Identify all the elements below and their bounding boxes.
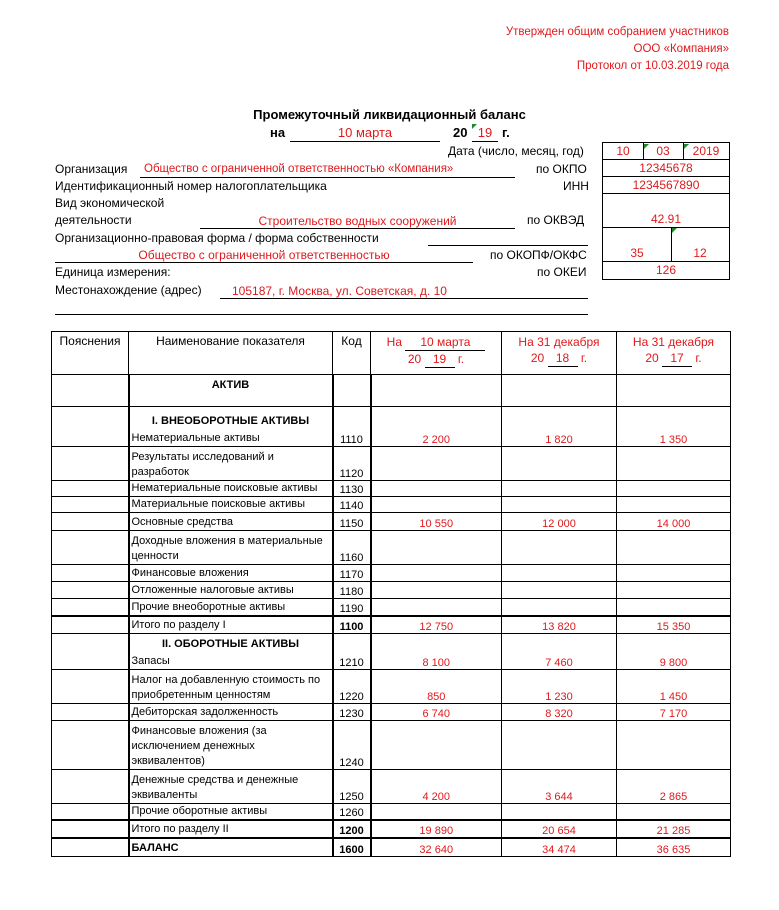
- activity-line: [200, 228, 515, 229]
- notes-cell: [52, 582, 129, 599]
- row-code: 1260: [333, 804, 371, 821]
- row-name: [129, 582, 333, 599]
- row-name: [129, 513, 333, 531]
- table-row: [52, 447, 731, 481]
- row-value-period2: [502, 565, 617, 582]
- row-name: [129, 497, 333, 513]
- table-row: [52, 497, 731, 513]
- row-label: Прочие внеоборотные активы: [131, 600, 286, 613]
- okopf-label: по ОКОПФ/ОКФС: [490, 248, 587, 262]
- row-value-period2: 13 820: [502, 616, 617, 634]
- row-label: Денежные средства и денежные эквиваленты: [131, 774, 299, 801]
- row-name: [129, 721, 333, 770]
- col3-label: На 31 декабря: [632, 335, 715, 349]
- col2-suffix: г.: [580, 351, 588, 365]
- section-header-row: [52, 375, 731, 407]
- row-name: [129, 634, 333, 670]
- row-code: 1140: [333, 497, 371, 513]
- row-value-period2: [502, 531, 617, 565]
- row-label: Отложенные налоговые активы: [131, 584, 294, 596]
- date-day: 10: [616, 144, 630, 158]
- notes-cell: [52, 447, 129, 481]
- org-label: Организация: [55, 162, 128, 176]
- col1-date: 10 марта: [405, 334, 485, 351]
- row-value-period1: [371, 531, 502, 565]
- col-period3-header: [617, 332, 731, 375]
- notes-cell: [52, 565, 129, 582]
- col2-label: На 31 декабря: [518, 335, 600, 349]
- row-label: Материальные поисковые активы: [131, 498, 306, 510]
- row-label: Основные средства: [131, 516, 234, 528]
- title-on-label: на: [270, 125, 286, 140]
- row-value-period2: [502, 582, 617, 599]
- notes-cell: [52, 616, 129, 634]
- table-row: [52, 721, 731, 770]
- codes-box: [602, 142, 730, 280]
- okfs-value: 12: [693, 246, 707, 260]
- col2-year-prefix: 20: [530, 351, 545, 365]
- row-value-period2: [502, 497, 617, 513]
- table-row: [52, 599, 731, 616]
- value-cell: [371, 375, 502, 407]
- table-row: [52, 531, 731, 565]
- row-code: 1100: [333, 616, 371, 634]
- legal-form-value: Общество с ограниченной ответственностью: [138, 248, 390, 262]
- notes-cell: [52, 375, 129, 407]
- table-row: [52, 770, 731, 804]
- notes-cell: [52, 634, 129, 670]
- row-code: 1190: [333, 599, 371, 616]
- row-label: Итого по разделу II: [131, 823, 229, 835]
- row-name: [129, 820, 333, 838]
- balance-table-body: [52, 375, 731, 857]
- legal-form-line: [55, 262, 473, 263]
- col1-prefix: На: [386, 335, 402, 349]
- row-name: [129, 770, 333, 804]
- row-value-period2: [502, 721, 617, 770]
- row-value-period1: 850: [371, 670, 502, 704]
- inn-long-label: Идентификационный номер налогоплательщика: [55, 179, 327, 193]
- row-label: Дебиторская задолженность: [131, 706, 279, 718]
- row-value-period3: 1 350: [617, 407, 731, 447]
- row-value-period3: 2 865: [617, 770, 731, 804]
- row-name: [129, 565, 333, 582]
- okved-label: по ОКВЭД: [527, 213, 585, 227]
- title-date-line: [290, 141, 440, 142]
- okved-value: 42.91: [650, 212, 682, 226]
- col3-suffix: г.: [695, 351, 702, 365]
- okpo-value: 12345678: [639, 161, 693, 175]
- row-value-period2: 20 654: [502, 820, 617, 838]
- row-value-period2: 7 460: [502, 634, 617, 670]
- notes-cell: [52, 513, 129, 531]
- row-name: [129, 407, 333, 447]
- row-label: Нематериальные поисковые активы: [131, 482, 318, 494]
- row-code: 1170: [333, 565, 371, 582]
- row-label: Результаты исследований и разработок: [131, 451, 274, 478]
- row-value-period1: [371, 565, 502, 582]
- row-value-period2: [502, 447, 617, 481]
- section-title: II. ОБОРОТНЫЕ АКТИВЫ: [161, 638, 300, 650]
- row-value-period1: 6 740: [371, 704, 502, 721]
- table-row: [52, 838, 731, 856]
- table-row: [52, 481, 731, 497]
- row-name: [129, 531, 333, 565]
- col-period1-header: [371, 332, 502, 375]
- row-label: Доходные вложения в материальные ценности: [131, 535, 323, 562]
- row-value-period1: 4 200: [371, 770, 502, 804]
- notes-cell: [52, 804, 129, 821]
- row-value-period1: [371, 582, 502, 599]
- table-row: [52, 513, 731, 531]
- row-name: [129, 447, 333, 481]
- col1-suffix: г.: [457, 352, 465, 366]
- row-value-period2: 8 320: [502, 704, 617, 721]
- date-month: 03: [656, 144, 670, 158]
- date-year: 2019: [692, 144, 720, 158]
- row-value-period1: 8 100: [371, 634, 502, 670]
- row-value-period2: 12 000: [502, 513, 617, 531]
- row-label: Итого по разделу I: [131, 619, 226, 631]
- row-label: БАЛАНС: [131, 841, 179, 854]
- notes-cell: [52, 820, 129, 838]
- org-value: Общество с ограниченной ответственностью «Компания»: [144, 163, 454, 175]
- activity-label-2: деятельности: [55, 213, 132, 227]
- address-value: 105187, г. Москва, ул. Советская, д. 10: [232, 284, 447, 298]
- activity-value: Строительство водных сооружений: [258, 214, 457, 228]
- row-name: [129, 670, 333, 704]
- row-value-period1: 12 750: [371, 616, 502, 634]
- okei-label: по ОКЕИ: [537, 265, 587, 279]
- col-name-header: Наименование показателя: [129, 332, 333, 375]
- row-name: [129, 838, 333, 856]
- row-value-period2: 1 230: [502, 670, 617, 704]
- row-label: Налог на добавленную стоимость по приобретенным ценностям: [131, 674, 321, 701]
- row-code: 1210: [333, 634, 371, 670]
- address-label: Местонахождение (адрес): [55, 283, 202, 297]
- org-line: [140, 177, 515, 178]
- row-code: 1240: [333, 721, 371, 770]
- table-row: [52, 582, 731, 599]
- row-value-period3: 7 170: [617, 704, 731, 721]
- row-value-period3: 21 285: [617, 820, 731, 838]
- row-value-period3: [617, 447, 731, 481]
- row-code: 1130: [333, 481, 371, 497]
- row-code: 1160: [333, 531, 371, 565]
- notes-cell: [52, 838, 129, 856]
- col1-year-prefix: 20: [407, 352, 422, 366]
- row-value-period3: 9 800: [617, 634, 731, 670]
- approval-line-3: Протокол от 10.03.2019 года: [576, 60, 729, 72]
- table-row: [52, 634, 731, 670]
- approval-line-1: Утвержден общим собранием участников: [505, 26, 729, 38]
- table-row: [52, 704, 731, 721]
- notes-cell: [52, 704, 129, 721]
- row-label: Запасы: [131, 655, 170, 667]
- row-value-period3: 1 450: [617, 670, 731, 704]
- col2-year: 18: [548, 350, 578, 367]
- row-value-period3: [617, 481, 731, 497]
- row-value-period1: 2 200: [371, 407, 502, 447]
- row-value-period2: 3 644: [502, 770, 617, 804]
- row-code: 1220: [333, 670, 371, 704]
- document-title: Промежуточный ликвидационный баланс: [253, 107, 526, 122]
- activity-label-1: Вид экономической: [55, 196, 165, 210]
- value-cell: [617, 375, 731, 407]
- okpo-label: по ОКПО: [536, 162, 587, 176]
- row-value-period1: 32 640: [371, 838, 502, 856]
- table-row: [52, 670, 731, 704]
- row-name: [129, 704, 333, 721]
- okopf-value: 35: [630, 246, 644, 260]
- row-value-period3: [617, 497, 731, 513]
- col-period2-header: [502, 332, 617, 375]
- header-bottom-line: [55, 314, 588, 315]
- row-value-period3: [617, 565, 731, 582]
- row-value-period1: [371, 721, 502, 770]
- col3-year: 17: [662, 350, 692, 367]
- row-name: [129, 481, 333, 497]
- row-code: 1180: [333, 582, 371, 599]
- row-label: Финансовые вложения (за исключением денежных эквивалентов): [131, 725, 267, 767]
- section-asset-label: АКТИВ: [129, 375, 333, 407]
- row-name: [129, 599, 333, 616]
- balance-table: [51, 331, 731, 857]
- value-cell: [502, 375, 617, 407]
- row-value-period3: 14 000: [617, 513, 731, 531]
- okopf-tick: [672, 228, 677, 233]
- row-code: 1110: [333, 407, 371, 447]
- legal-form-label: Организационно-правовая форма / форма собственности: [55, 231, 379, 245]
- row-label: Нематериальные активы: [131, 432, 260, 444]
- row-value-period1: [371, 447, 502, 481]
- row-value-period1: [371, 497, 502, 513]
- col1-year: 19: [425, 351, 455, 368]
- col-code-header: Код: [333, 332, 371, 375]
- table-row: [52, 616, 731, 634]
- notes-cell: [52, 497, 129, 513]
- table-row: [52, 820, 731, 838]
- code-cell: [333, 375, 371, 407]
- table-row: [52, 407, 731, 447]
- row-code: 1230: [333, 704, 371, 721]
- row-value-period3: [617, 582, 731, 599]
- row-label: Прочие оборотные активы: [131, 805, 268, 817]
- row-name: [129, 616, 333, 634]
- date-label: Дата (число, месяц, год): [448, 144, 584, 158]
- row-value-period1: [371, 804, 502, 821]
- row-value-period2: 34 474: [502, 838, 617, 856]
- row-value-period3: [617, 531, 731, 565]
- inn-label: ИНН: [563, 179, 589, 193]
- col3-year-prefix: 20: [645, 351, 659, 365]
- notes-cell: [52, 770, 129, 804]
- notes-cell: [52, 481, 129, 497]
- row-value-period3: [617, 599, 731, 616]
- notes-cell: [52, 599, 129, 616]
- notes-cell: [52, 407, 129, 447]
- row-value-period1: [371, 481, 502, 497]
- row-value-period3: 36 635: [617, 838, 731, 856]
- unit-label: Единица измерения:: [55, 265, 171, 279]
- notes-cell: [52, 670, 129, 704]
- okei-value: 126: [655, 263, 677, 277]
- approval-block: [506, 24, 729, 75]
- inn-value: 1234567890: [632, 178, 700, 192]
- row-code: 1120: [333, 447, 371, 481]
- row-code: 1200: [333, 820, 371, 838]
- row-value-period3: [617, 804, 731, 821]
- row-value-period2: [502, 481, 617, 497]
- address-line: [220, 298, 588, 299]
- legal-form-line-right: [428, 245, 588, 246]
- title-year-line: [472, 141, 498, 142]
- row-value-period2: 1 820: [502, 407, 617, 447]
- table-row: [52, 804, 731, 821]
- row-value-period2: [502, 804, 617, 821]
- approval-line-2: ООО «Компания»: [633, 43, 729, 55]
- row-value-period2: [502, 599, 617, 616]
- title-year-prefix: 20: [453, 125, 468, 140]
- row-value-period3: 15 350: [617, 616, 731, 634]
- row-value-period1: 10 550: [371, 513, 502, 531]
- row-value-period1: [371, 599, 502, 616]
- row-code: 1600: [333, 838, 371, 856]
- section-title: I. ВНЕОБОРОТНЫЕ АКТИВЫ: [151, 415, 310, 427]
- title-year: 19: [477, 125, 493, 140]
- row-code: 1150: [333, 513, 371, 531]
- row-value-period3: [617, 721, 731, 770]
- title-year-suffix: г.: [502, 125, 510, 140]
- row-label: Финансовые вложения: [131, 567, 249, 579]
- col-notes-header: Пояснения: [52, 332, 129, 375]
- row-value-period1: 19 890: [371, 820, 502, 838]
- title-date: 10 марта: [337, 125, 393, 140]
- row-code: 1250: [333, 770, 371, 804]
- table-row: [52, 565, 731, 582]
- notes-cell: [52, 721, 129, 770]
- notes-cell: [52, 531, 129, 565]
- row-name: [129, 804, 333, 821]
